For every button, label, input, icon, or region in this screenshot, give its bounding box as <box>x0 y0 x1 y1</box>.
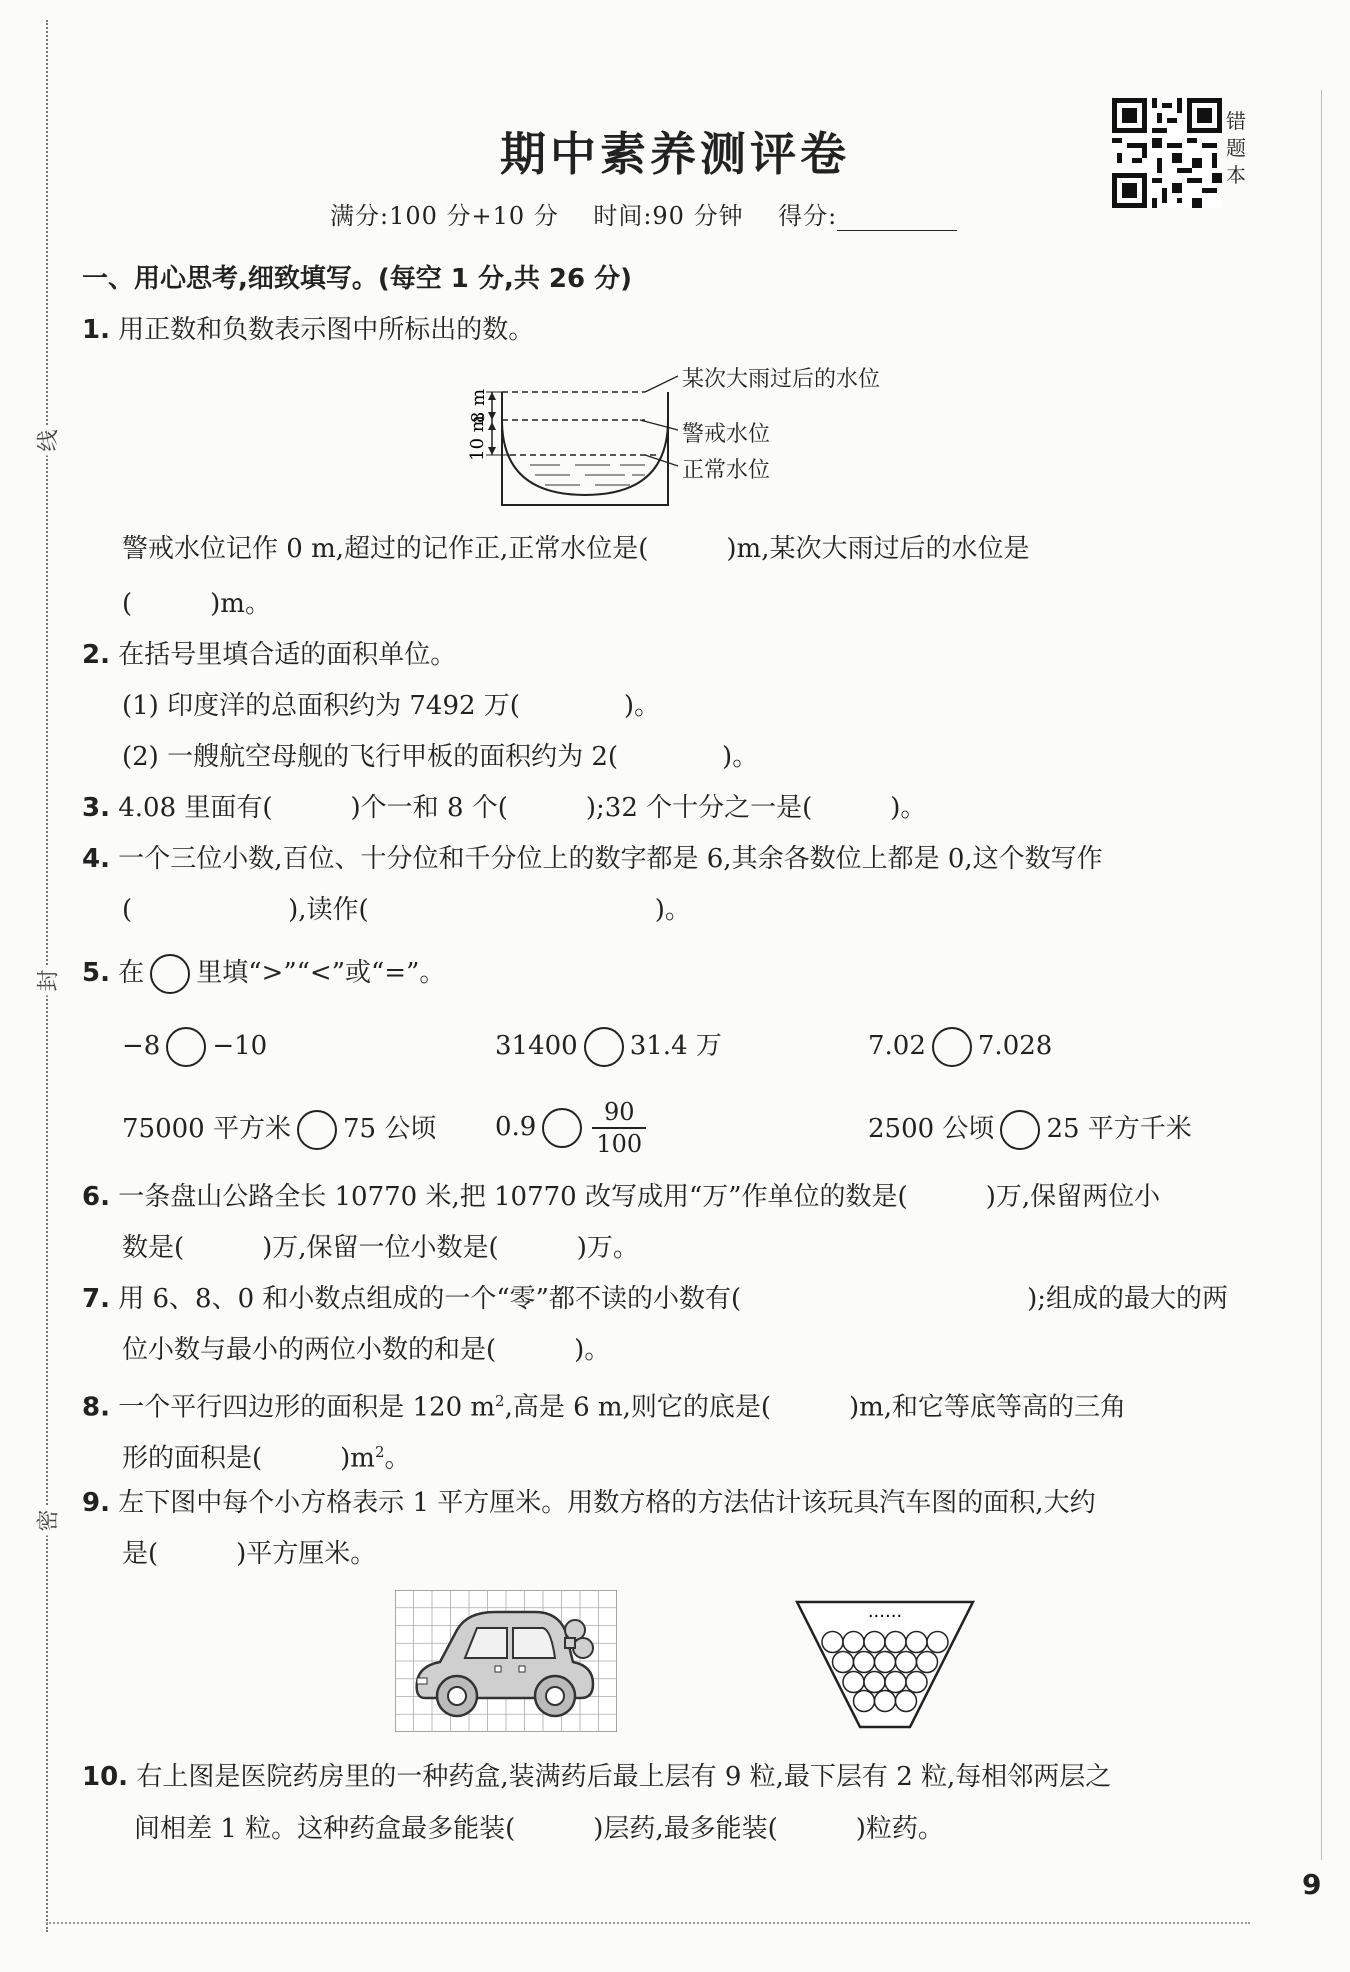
label-normal-level: 正常水位 <box>682 458 771 483</box>
pill <box>906 1632 927 1653</box>
fraction-denominator: 100 <box>596 1130 643 1158</box>
dimension-10m: 10 m <box>467 415 488 461</box>
pill-box-figure <box>795 1600 975 1730</box>
compare-left: −8 <box>122 1031 161 1061</box>
label-warning-level: 警戒水位 <box>682 422 771 447</box>
question-number: 2. <box>82 640 110 670</box>
pill <box>864 1632 885 1653</box>
time-limit: 时间:90 分钟 <box>593 202 744 230</box>
score-label: 得分: <box>778 202 838 230</box>
question-number: 6. <box>82 1182 110 1212</box>
question-text: 里填“>”“<”或“=”。 <box>196 958 446 988</box>
pill <box>917 1652 938 1673</box>
question-number: 1. <box>82 315 110 345</box>
question-7 <box>82 1282 1228 1316</box>
margin-char-line: 线 <box>32 426 63 456</box>
pill <box>822 1632 843 1653</box>
compare-left: 7.02 <box>868 1031 926 1061</box>
pill <box>843 1632 864 1653</box>
compare-circle-sample <box>150 954 190 994</box>
superscript: 2 <box>495 1392 505 1410</box>
pill <box>875 1652 896 1673</box>
question-number: 7. <box>82 1284 110 1314</box>
pill <box>854 1691 875 1712</box>
pill <box>864 1672 885 1693</box>
full-marks: 满分:100 分+10 分 <box>330 202 559 230</box>
q1-line-2: ( )m。 <box>122 589 271 619</box>
pill <box>843 1672 864 1693</box>
dimension-8m: 8 m <box>468 388 489 424</box>
question-number: 5. <box>82 958 110 988</box>
pill <box>875 1691 896 1712</box>
q1-line-1: 警戒水位记作 0 m,超过的记作正,正常水位是( )m,某次大雨过后的水位是 <box>122 534 1030 564</box>
margin-char-seal: 封 <box>32 966 63 996</box>
compare-circle[interactable] <box>584 1027 624 1067</box>
question-number: 4. <box>82 844 110 874</box>
compare-left: 2500 公顷 <box>868 1114 995 1144</box>
compare-circle[interactable] <box>542 1108 582 1148</box>
question-9 <box>82 1486 1096 1520</box>
compare-item <box>122 1027 267 1067</box>
bottom-divider <box>46 1922 1250 1924</box>
q6-line-2: 数是( )万,保留一位小数是( )万。 <box>122 1233 639 1263</box>
compare-item <box>868 1027 1052 1067</box>
question-10 <box>82 1760 1111 1794</box>
question-text: ,高是 6 m,则它的底是( )m,和它等底等高的三角 <box>504 1392 1127 1423</box>
question-number: 8. <box>82 1392 110 1423</box>
question-5 <box>82 954 445 994</box>
question-text: 形的面积是( )m <box>122 1443 375 1474</box>
water-level-diagram <box>450 370 680 515</box>
question-text: 一条盘山公路全长 10770 米,把 10770 改写成用“万”作单位的数是( )万,保留两位小 <box>118 1182 1161 1212</box>
margin-char-secret: 密 <box>32 1506 63 1536</box>
question-1 <box>82 313 534 347</box>
toy-car-grid-figure <box>395 1590 617 1732</box>
exam-info <box>330 196 957 231</box>
q2-sub-1: (1) 印度洋的总面积约为 7492 万( )。 <box>122 691 661 721</box>
question-6 <box>82 1180 1160 1214</box>
label-rain-level: 某次大雨过后的水位 <box>682 367 881 392</box>
compare-right: 75 公顷 <box>342 1114 437 1144</box>
compare-circle[interactable] <box>297 1110 337 1150</box>
compare-right: 31.4 万 <box>629 1031 722 1061</box>
compare-left: 0.9 <box>495 1112 537 1142</box>
page-title: 期中素养测评卷 <box>500 127 850 181</box>
compare-right: 7.028 <box>977 1031 1053 1061</box>
pill <box>906 1672 927 1693</box>
qr-label-char: 题 <box>1226 136 1246 160</box>
fraction-numerator: 90 <box>592 1097 646 1129</box>
score-blank[interactable] <box>837 209 957 231</box>
compare-left: 75000 平方米 <box>122 1114 291 1144</box>
q9-line-2: 是( )平方厘米。 <box>122 1539 377 1569</box>
compare-item <box>122 1110 436 1150</box>
question-number: 3. <box>82 793 110 823</box>
question-text: 一个三位小数,百位、十分位和千分位上的数字都是 6,其余各数位上都是 0,这个数写作 <box>118 844 1103 874</box>
pill <box>896 1652 917 1673</box>
question-text: 4.08 里面有( )个一和 8 个( );32 个十分之一是( )。 <box>118 793 927 823</box>
question-text: 左下图中每个小方格表示 1 平方厘米。用数方格的方法估计该玩具汽车图的面积,大约 <box>118 1488 1096 1518</box>
section-heading: 一、用心思考,细致填写。(每空 1 分,共 26 分) <box>82 264 632 294</box>
compare-right: 25 平方千米 <box>1046 1114 1192 1144</box>
compare-item <box>495 1027 722 1067</box>
question-8 <box>82 1384 1126 1425</box>
qr-label <box>1226 108 1252 189</box>
page-right-border <box>1321 90 1322 1860</box>
superscript: 2 <box>374 1443 385 1461</box>
page-number: 9 <box>1302 1868 1322 1901</box>
compare-circle[interactable] <box>932 1027 972 1067</box>
question-text: 在 <box>118 958 145 988</box>
pill <box>927 1632 948 1653</box>
qr-code-icon[interactable] <box>1112 98 1222 208</box>
q4-line-2: ( ),读作( )。 <box>122 895 691 925</box>
compare-right: −10 <box>212 1031 268 1061</box>
question-number: 10. <box>82 1762 129 1792</box>
pill <box>854 1652 875 1673</box>
fraction <box>592 1097 646 1159</box>
qr-label-char: 错 <box>1226 109 1246 133</box>
q7-line-2: 位小数与最小的两位小数的和是( )。 <box>122 1335 611 1365</box>
q10-line-2: 间相差 1 粒。这种药盒最多能装( )层药,最多能装( )粒药。 <box>134 1814 944 1844</box>
compare-circle[interactable] <box>1000 1110 1040 1150</box>
question-2 <box>82 638 456 672</box>
question-text: 用 6、8、0 和小数点组成的一个“零”都不读的小数有( );组成的最大的两 <box>118 1284 1229 1314</box>
q8-line-2 <box>122 1435 411 1476</box>
question-4 <box>82 842 1103 876</box>
compare-left: 31400 <box>495 1031 578 1061</box>
q2-sub-2: (2) 一艘航空母舰的飞行甲板的面积约为 2( )。 <box>122 742 759 772</box>
pill-dots: ······ <box>867 1606 903 1627</box>
compare-item <box>868 1110 1192 1150</box>
pill <box>833 1652 854 1673</box>
pill <box>896 1691 917 1712</box>
question-text: 在括号里填合适的面积单位。 <box>118 640 457 670</box>
qr-label-char: 本 <box>1226 163 1246 187</box>
question-text: 一个平行四边形的面积是 120 m <box>118 1392 496 1423</box>
pill <box>885 1672 906 1693</box>
question-number: 9. <box>82 1488 110 1518</box>
compare-circle[interactable] <box>166 1027 206 1067</box>
compare-item <box>495 1095 646 1159</box>
question-text: 右上图是医院药房里的一种药盒,装满药后最上层有 9 粒,最下层有 2 粒,每相邻两层之 <box>136 1762 1112 1792</box>
question-3 <box>82 791 926 825</box>
question-text: 。 <box>384 1443 411 1474</box>
question-text: 用正数和负数表示图中所标出的数。 <box>118 315 535 345</box>
pill <box>885 1632 906 1653</box>
